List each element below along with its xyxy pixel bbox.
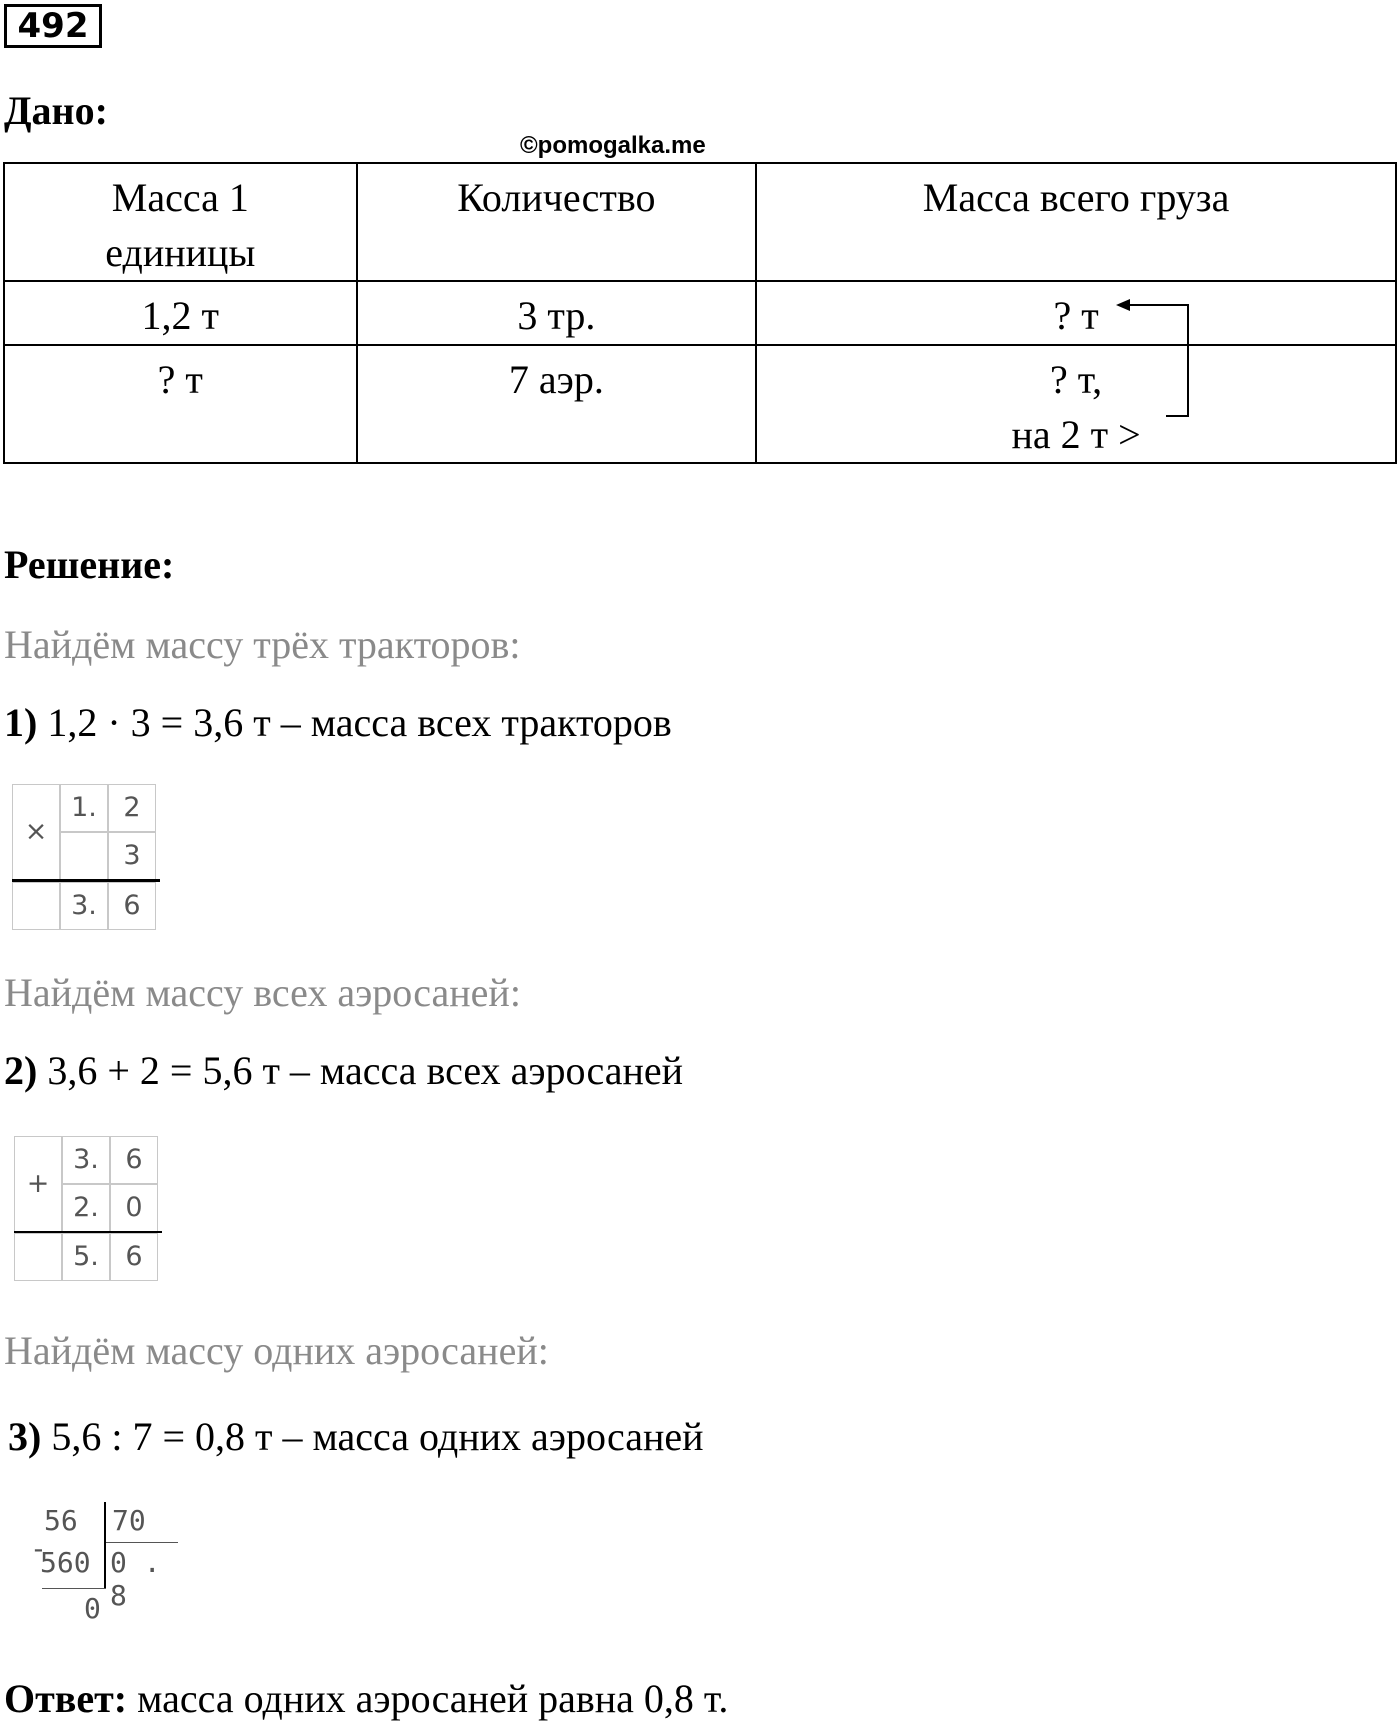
table-header-cell: Масса 1 единицы bbox=[4, 163, 357, 281]
step-2: 2) 3,6 + 2 = 5,6 т – масса всех аэросаней bbox=[4, 1048, 684, 1093]
grid-cell: 3 bbox=[108, 832, 156, 880]
table-cell: ? т bbox=[756, 281, 1396, 345]
answer-label: Ответ: bbox=[4, 1676, 128, 1721]
hint-1: Найдём массу трёх тракторов: bbox=[4, 622, 521, 667]
grid-cell bbox=[14, 1233, 62, 1281]
step-3: 3) 5,6 : 7 = 0,8 т – масса одних аэросаней bbox=[8, 1414, 704, 1459]
given-heading: Дано: bbox=[4, 88, 108, 133]
table-header-row bbox=[4, 163, 1396, 281]
table-cell: 7 аэр. bbox=[357, 345, 757, 463]
remainder: 0 bbox=[84, 1592, 101, 1625]
comparison-note: на 2 т > bbox=[1011, 412, 1141, 457]
grid-cell bbox=[12, 882, 60, 930]
grid-cell: 1. bbox=[60, 784, 108, 832]
operator: × bbox=[12, 784, 60, 880]
grid-cell: 5. bbox=[62, 1233, 110, 1281]
table-cell: 3 тр. bbox=[357, 281, 757, 345]
grid-cell: 3. bbox=[60, 882, 108, 930]
grid-cell: 6 bbox=[110, 1136, 158, 1184]
table-cell: ? т, на 2 т > bbox=[756, 345, 1396, 463]
grid-cell: 6 bbox=[110, 1233, 158, 1281]
answer-text: масса одних аэросаней равна 0,8 т. bbox=[127, 1676, 729, 1721]
comparison-arrow-icon bbox=[1100, 295, 1210, 435]
subtrahend: 560 bbox=[40, 1546, 91, 1579]
quotient: 0 . 8 bbox=[110, 1546, 161, 1612]
solution-heading: Решение: bbox=[4, 542, 175, 587]
divisor: 70 bbox=[112, 1504, 146, 1537]
grid-cell: 3. bbox=[62, 1136, 110, 1184]
table-header-cell: Количество bbox=[357, 163, 757, 281]
task-number: 492 bbox=[4, 4, 102, 48]
hint-3: Найдём массу одних аэросаней: bbox=[4, 1328, 549, 1373]
minus-sign: - bbox=[30, 1532, 47, 1565]
watermark: ©pomogalka.me bbox=[520, 132, 706, 159]
grid-cell: 0 bbox=[110, 1184, 158, 1232]
long-division bbox=[30, 1500, 190, 1630]
table-cell: ? т bbox=[4, 345, 357, 463]
grid-cell: 2 bbox=[108, 784, 156, 832]
dividend: 56 bbox=[44, 1504, 78, 1537]
answer bbox=[4, 1676, 728, 1722]
grid-cell bbox=[60, 832, 108, 880]
grid-cell: 2. bbox=[62, 1184, 110, 1232]
step-1: 1) 1,2 · 3 = 3,6 т – масса всех тракторов bbox=[4, 700, 672, 745]
table-header-cell: Масса всего груза bbox=[756, 163, 1396, 281]
grid-cell: 6 bbox=[108, 882, 156, 930]
table-cell: 1,2 т bbox=[4, 281, 357, 345]
operator: + bbox=[14, 1136, 62, 1232]
hint-2: Найдём массу всех аэросаней: bbox=[4, 970, 521, 1015]
